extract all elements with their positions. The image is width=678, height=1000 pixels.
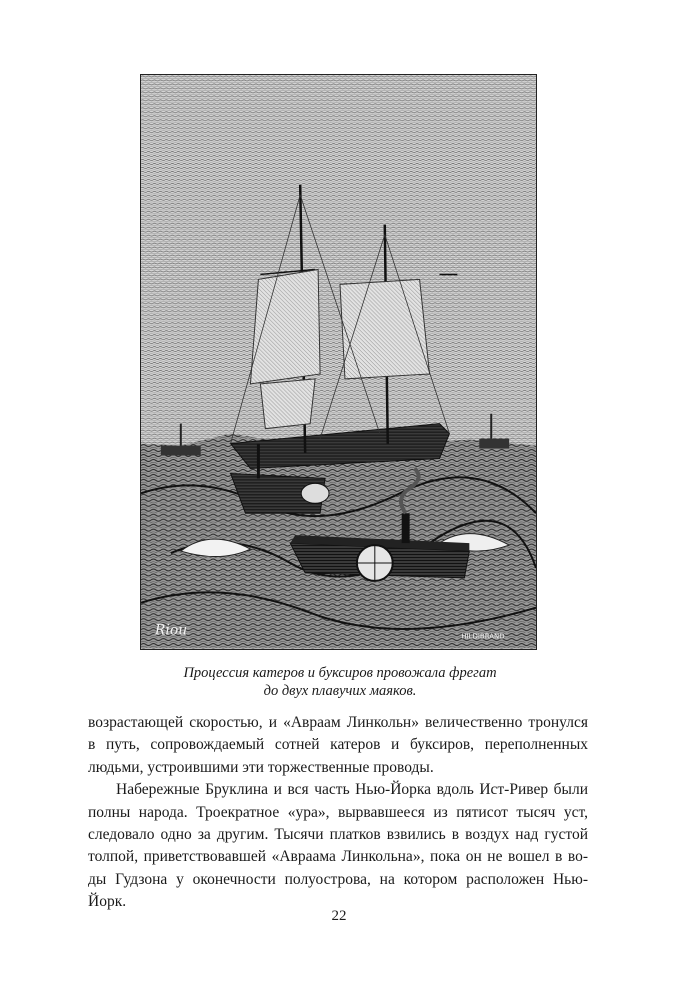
text-line: толпой, приветствовавшей «Авраама Линкольна», пока он не вошел в во- <box>88 848 588 866</box>
page-number: 22 <box>331 908 347 924</box>
artist-signature: Riou <box>154 622 188 639</box>
caption-line: Процессия катеров и буксиров провожала фрегат <box>183 665 497 681</box>
caption-line: до двух плавучих маяков. <box>263 683 417 699</box>
text-line: Йорк. <box>88 893 127 911</box>
illustration-caption <box>90 664 590 700</box>
text-line: возрастающей скоростью, и «Авраам Линкольн» величественно тронулся <box>88 714 588 731</box>
body-text <box>88 712 588 914</box>
text-line: ды Гудзона у оконечности полуострова, на котором расположен Нью- <box>88 870 588 888</box>
ship-engraving-illustration <box>140 74 537 650</box>
text-line: людьми, устроившими эти торжественные проводы. <box>88 758 434 776</box>
text-line: следовало одно за другим. Тысячи платков взвились в воздух над густой <box>88 826 588 844</box>
engraving-ship-icon <box>141 75 536 649</box>
engraver-signature: HILDIBRAND <box>461 632 505 641</box>
text-line: в путь, сопровождаемый сотней катеров и буксиров, переполненных <box>88 736 588 754</box>
paragraph <box>88 712 588 779</box>
paragraph <box>88 779 588 913</box>
text-line: Набережные Бруклина и вся часть Нью-Йорка вдоль Ист-Ривер были <box>116 781 588 799</box>
text-line: полны народа. Троекратное «ура», вырвавшееся из пятисот тысяч уст, <box>88 803 588 821</box>
